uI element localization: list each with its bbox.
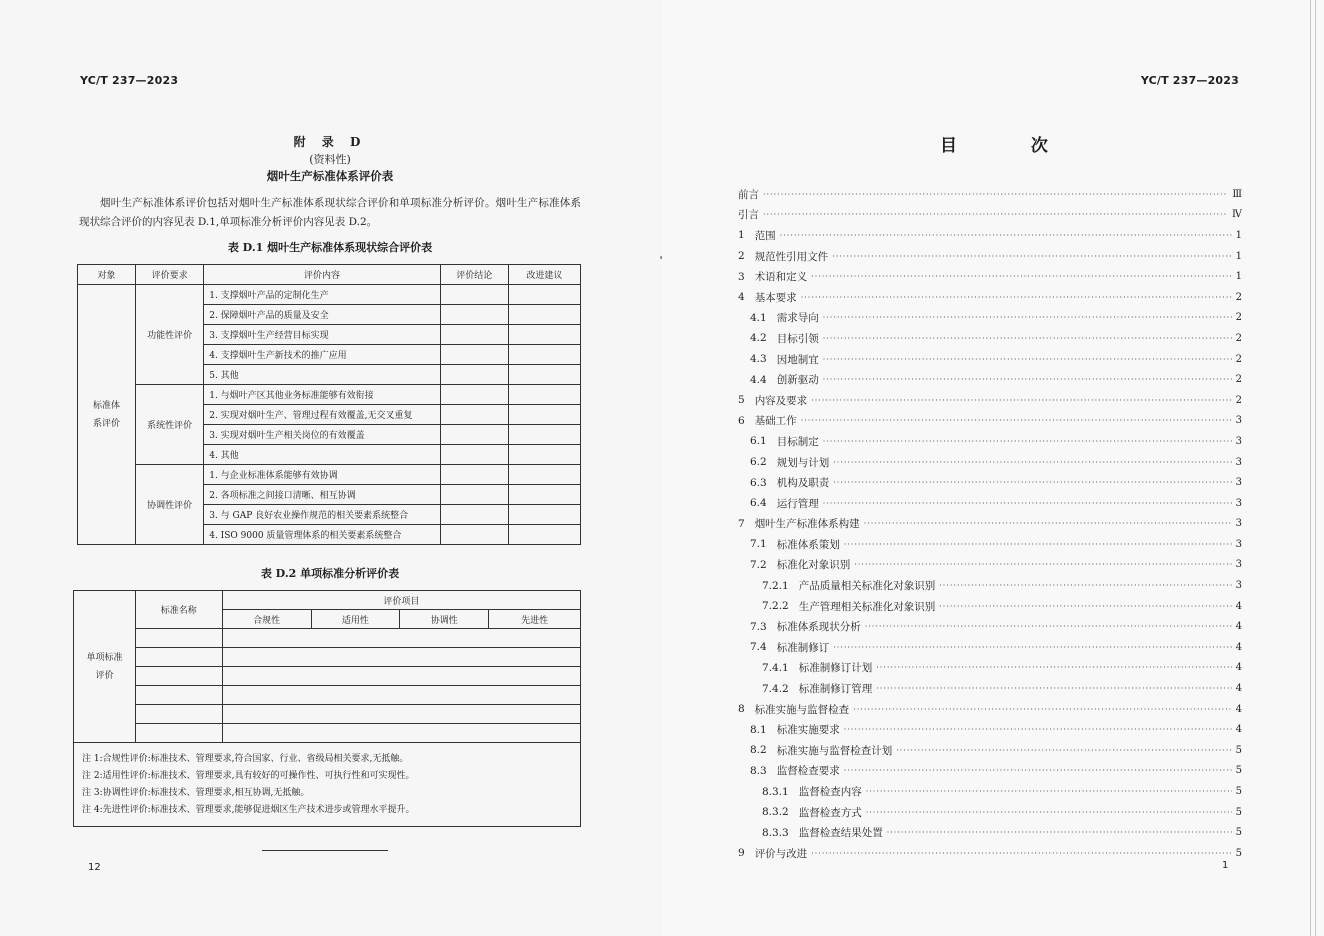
- toc-entry-page: 4: [1235, 662, 1242, 674]
- toc-entry-label: 标准实施要求: [776, 724, 840, 737]
- table-d1-conclusion-cell[interactable]: [440, 405, 508, 425]
- toc-leader-dots: [865, 622, 1232, 631]
- toc-leader-dots: [823, 437, 1232, 446]
- table-d2: [73, 590, 581, 827]
- table-notes-row: [74, 743, 581, 827]
- toc-entry-number: 6.3: [750, 476, 767, 489]
- table-d2-header-name: 标准名称: [135, 591, 222, 629]
- table-d1-suggestion-cell[interactable]: [508, 505, 580, 525]
- toc-entry[interactable]: [738, 411, 1242, 432]
- toc-entry[interactable]: [738, 205, 1242, 226]
- toc-entry[interactable]: [738, 802, 1242, 823]
- toc-entry[interactable]: [738, 555, 1242, 576]
- toc-entry-number: 7.4.2: [762, 682, 789, 695]
- table-d1-content-cell: 2. 各项标准之间接口清晰、相互协调: [204, 485, 440, 505]
- toc-entry-label: 需求导向: [776, 312, 819, 325]
- toc-title: 目 次: [940, 136, 1082, 156]
- toc-entry-number: 8: [738, 703, 745, 716]
- table-d1-content-cell: 4. ISO 9000 质量管理体系的相关要素系统整合: [204, 525, 440, 545]
- table-d1-header-row: [78, 265, 581, 285]
- toc-entry-label: 目标制定: [776, 435, 819, 448]
- toc-entry[interactable]: [738, 328, 1242, 349]
- toc-leader-dots: [823, 355, 1232, 364]
- note-3: 注 3:协调性评价:标准技术、管理要求,相互协调,无抵触。: [82, 787, 310, 798]
- table-d2-eval-cell[interactable]: [222, 648, 580, 667]
- toc-leader-dots: [823, 313, 1232, 322]
- toc-entry-page: 3: [1235, 580, 1242, 592]
- table-d2-header-compliance: 合规性: [222, 610, 311, 629]
- toc-entry-number: 4.2: [750, 332, 767, 345]
- toc-entry[interactable]: [738, 349, 1242, 370]
- toc-leader-dots: [832, 252, 1231, 261]
- toc-entry-label: 产品质量相关标准化对象识别: [798, 580, 936, 593]
- note-4: 注 4:先进性评价:标准技术、管理要求,能够促进烟区生产技术进步或管理水平提升。: [82, 804, 415, 815]
- toc-entry-label: 运行管理: [776, 497, 819, 510]
- table-d1-header-object: 对象: [78, 265, 136, 285]
- toc-entry[interactable]: [738, 678, 1242, 699]
- table-d1-content-cell: 2. 实现对烟叶生产、管理过程有效覆盖,无交叉重复: [204, 405, 440, 425]
- table-d2-eval-cell[interactable]: [222, 629, 580, 648]
- toc-entry-number: 6: [738, 414, 745, 427]
- toc-entry-label: 标准实施与监督检查: [754, 703, 850, 716]
- toc-leader-dots: [763, 190, 1228, 199]
- table-d1-conclusion-cell[interactable]: [440, 485, 508, 505]
- table-d2-header-coordination: 协调性: [400, 610, 489, 629]
- table-d1-suggestion-cell[interactable]: [508, 385, 580, 405]
- toc-entry-page: 5: [1235, 827, 1242, 839]
- page-edge-mark: [1310, 0, 1316, 936]
- table-d1-content-cell: 5. 其他: [204, 365, 440, 385]
- appendix-title: 附 录 D: [293, 135, 367, 149]
- table-d2-name-cell[interactable]: [135, 648, 222, 667]
- toc-entry[interactable]: [738, 740, 1242, 761]
- toc-entry[interactable]: [738, 493, 1242, 514]
- table-d1-content-cell: 3. 支撑烟叶生产经营目标实现: [204, 325, 440, 345]
- toc-entry[interactable]: [738, 658, 1242, 679]
- toc-entry-label: 标准体系策划: [776, 538, 840, 551]
- table-d1-suggestion-cell[interactable]: [508, 365, 580, 385]
- table-row: [74, 686, 581, 705]
- toc-entry[interactable]: [738, 534, 1242, 555]
- toc-entry-page: 5: [1235, 765, 1242, 777]
- table-d1-header-content: 评价内容: [204, 265, 440, 285]
- toc-entry-page: 4: [1235, 683, 1242, 695]
- table-row: [74, 648, 581, 667]
- table-d1-suggestion-cell[interactable]: [508, 525, 580, 545]
- toc-entry[interactable]: [738, 781, 1242, 802]
- toc-entry-number: 7.3: [750, 620, 767, 633]
- toc-entry[interactable]: [738, 514, 1242, 535]
- toc-entry-label: 基础工作: [754, 415, 797, 428]
- table-d2-header-advancement: 先进性: [489, 610, 581, 629]
- toc-entry-number: 8.3.1: [762, 785, 789, 798]
- table-d1-conclusion-cell[interactable]: [440, 325, 508, 345]
- table-d1-suggestion-cell[interactable]: [508, 465, 580, 485]
- toc-entry-page: 4: [1235, 621, 1242, 633]
- toc-entry-page: 3: [1235, 456, 1242, 468]
- toc-entry-label: 基本要求: [754, 291, 797, 304]
- table-d1-content-cell: 1. 与企业标准体系能够有效协调: [204, 465, 440, 485]
- toc-entry-label: 因地制宜: [776, 353, 819, 366]
- table-row: [78, 285, 581, 305]
- table-row: [74, 724, 581, 743]
- table-d1-caption: 表 D.1 烟叶生产标准体系现状综合评价表: [227, 241, 433, 254]
- toc-entry[interactable]: [738, 452, 1242, 473]
- table-d1-content-cell: 4. 支撑烟叶生产新技术的推广应用: [204, 345, 440, 365]
- toc-entry-label: 标准化对象识别: [776, 559, 851, 572]
- toc-entry-page: 3: [1235, 435, 1242, 447]
- toc-entry[interactable]: [738, 266, 1242, 287]
- toc-entry-number: 8.3: [750, 764, 767, 777]
- toc-leader-dots: [844, 540, 1232, 549]
- table-d2-header-items: 评价项目: [222, 591, 580, 610]
- toc-entry-page: Ⅳ: [1232, 209, 1242, 221]
- table-d2-object-cell: 单项标准评价: [74, 591, 136, 743]
- toc-entry[interactable]: [738, 843, 1242, 864]
- toc-entry-label: 规划与计划: [776, 456, 830, 469]
- table-d1-header-requirement: 评价要求: [136, 265, 204, 285]
- toc-entry-page: 4: [1235, 703, 1242, 715]
- left-page-number: 12: [88, 862, 101, 873]
- toc-entry-number: 7.1: [750, 538, 767, 551]
- table-d2-eval-cell[interactable]: [222, 724, 580, 743]
- table-d2-eval-cell[interactable]: [222, 686, 580, 705]
- table-d1-suggestion-cell[interactable]: [508, 485, 580, 505]
- toc-entry-number: 6.2: [750, 456, 767, 469]
- table-d1-suggestion-cell[interactable]: [508, 305, 580, 325]
- appendix-intro: 烟叶生产标准体系评价包括对烟叶生产标准体系现状综合评价和单项标准分析评价。烟叶生产标准体系现状综合评价的内容见表 D.1,单项标准分析评价内容见表 D.2。: [79, 197, 581, 228]
- toc-entry[interactable]: [738, 431, 1242, 452]
- table-d1-content-cell: 3. 实现对烟叶生产相关岗位的有效覆盖: [204, 425, 440, 445]
- toc-entry[interactable]: [738, 719, 1242, 740]
- toc-entry-number: 2: [738, 250, 745, 263]
- toc-entry-label: 标准实施与监督检查计划: [776, 744, 893, 757]
- table-d2-header-applicability: 适用性: [311, 610, 400, 629]
- table-d2-eval-cell[interactable]: [222, 667, 580, 686]
- toc-leader-dots: [780, 231, 1232, 240]
- toc-leader-dots: [876, 663, 1231, 672]
- toc-entry-label: 内容及要求: [754, 394, 808, 407]
- table-d1-conclusion-cell[interactable]: [440, 445, 508, 465]
- toc-entry-page: 3: [1235, 415, 1242, 427]
- toc-entry-label: 规范性引用文件: [754, 250, 829, 263]
- toc-leader-dots: [801, 293, 1232, 302]
- table-d1-content-cell: 1. 支撑烟叶产品的定制化生产: [204, 285, 440, 305]
- left-header-standard-code: YC/T 237—2023: [80, 74, 179, 87]
- toc-entry-number: 8.1: [750, 723, 767, 736]
- toc-entry-number: 7.2.1: [762, 579, 789, 592]
- table-d1-suggestion-cell[interactable]: [508, 345, 580, 365]
- toc-entry-page: 3: [1235, 477, 1242, 489]
- toc-entry-number: 7: [738, 517, 745, 530]
- toc-entry-label: 前言: [738, 188, 759, 201]
- toc-leader-dots: [896, 746, 1231, 755]
- toc-leader-dots: [811, 396, 1231, 405]
- toc-entry[interactable]: [738, 575, 1242, 596]
- toc-entry-number: 8.2: [750, 744, 767, 757]
- toc-entry-page: 3: [1235, 538, 1242, 550]
- toc-leader-dots: [853, 705, 1231, 714]
- toc-leader-dots: [876, 684, 1231, 693]
- toc-entry-label: 目标引领: [776, 332, 819, 345]
- toc-leader-dots: [833, 643, 1231, 652]
- toc-entry-page: 3: [1235, 559, 1242, 571]
- toc-entry-number: 7.2: [750, 558, 767, 571]
- table-row: [74, 591, 581, 610]
- toc-entry-label: 标准制修订计划: [798, 662, 873, 675]
- note-1: 注 1:合规性评价:标准技术、管理要求,符合国家、行业、省级局相关要求,无抵触。: [82, 753, 409, 764]
- toc-entry-number: 3: [738, 270, 745, 283]
- toc-entry-label: 标准制修订: [776, 641, 830, 654]
- toc-leader-dots: [833, 478, 1231, 487]
- toc-entry-label: 监督检查内容: [798, 786, 862, 799]
- table-d1-requirement-cell: 功能性评价: [136, 285, 204, 385]
- toc-entry-page: 3: [1235, 497, 1242, 509]
- toc-leader-dots: [823, 499, 1232, 508]
- table-d1-conclusion-cell[interactable]: [440, 345, 508, 365]
- toc-entry-number: 8.3.3: [762, 826, 789, 839]
- table-d2-name-cell[interactable]: [135, 667, 222, 686]
- toc-entry-page: 4: [1235, 724, 1242, 736]
- table-d1-content-cell: 4. 其他: [204, 445, 440, 465]
- table-d1-conclusion-cell[interactable]: [440, 365, 508, 385]
- toc-entry-number: 6.1: [750, 435, 767, 448]
- table-d1-conclusion-cell[interactable]: [440, 525, 508, 545]
- toc-entry[interactable]: [738, 616, 1242, 637]
- toc-entry-label: 引言: [738, 209, 759, 222]
- table-d1-conclusion-cell[interactable]: [440, 425, 508, 445]
- table-d1-header-conclusion: 评价结论: [440, 265, 508, 285]
- appendix-subtitle: (资料性): [309, 153, 351, 166]
- toc-entry[interactable]: [738, 225, 1242, 246]
- toc-entry-page: 1: [1235, 271, 1242, 283]
- toc-entry-number: 4.1: [750, 311, 767, 324]
- table-d2-notes: [74, 743, 581, 827]
- table-d1-conclusion-cell[interactable]: [440, 465, 508, 485]
- toc-leader-dots: [823, 334, 1232, 343]
- toc-entry-label: 术语和定义: [754, 271, 808, 284]
- toc-entry-page: 5: [1235, 744, 1242, 756]
- toc-entry-page: 2: [1235, 312, 1242, 324]
- toc-entry-page: 2: [1235, 332, 1242, 344]
- toc-entry-page: 1: [1235, 229, 1242, 241]
- toc-entry-number: 5: [738, 394, 745, 407]
- table-d1-requirement-cell: 系统性评价: [136, 385, 204, 465]
- table-d1-content-cell: 3. 与 GAP 良好农业操作规范的相关要素系统整合: [204, 505, 440, 525]
- toc-entry-page: 4: [1235, 641, 1242, 653]
- toc-entry-page: 5: [1235, 847, 1242, 859]
- toc-leader-dots: [801, 416, 1232, 425]
- end-rule: [262, 850, 388, 851]
- toc-entry[interactable]: [738, 637, 1242, 658]
- toc-entry[interactable]: [738, 761, 1242, 782]
- table-of-contents: [738, 184, 1242, 864]
- toc-entry-page: Ⅲ: [1232, 188, 1242, 200]
- toc-entry-label: 创新驱动: [776, 374, 819, 387]
- toc-entry-number: 8.3.2: [762, 806, 789, 819]
- toc-entry-label: 烟叶生产标准体系构建: [754, 518, 860, 531]
- toc-leader-dots: [763, 210, 1228, 219]
- toc-leader-dots: [939, 602, 1231, 611]
- toc-entry-page: 3: [1235, 518, 1242, 530]
- toc-leader-dots: [864, 519, 1232, 528]
- toc-entry-number: 7.2.2: [762, 600, 789, 613]
- toc-entry-label: 范围: [754, 229, 776, 242]
- toc-entry-label: 监督检查方式: [798, 806, 862, 819]
- toc-entry[interactable]: [738, 246, 1242, 267]
- toc-entry-number: 4.3: [750, 353, 767, 366]
- table-d1-conclusion-cell[interactable]: [440, 505, 508, 525]
- toc-entry-number: 4.4: [750, 373, 767, 386]
- toc-leader-dots: [811, 272, 1231, 281]
- toc-entry[interactable]: [738, 287, 1242, 308]
- toc-leader-dots: [939, 581, 1231, 590]
- toc-entry-label: 标准体系现状分析: [776, 621, 861, 634]
- table-d1-requirement-cell: 协调性评价: [136, 465, 204, 545]
- table-row: [78, 465, 581, 485]
- table-d1-conclusion-cell[interactable]: [440, 385, 508, 405]
- toc-entry-number: 7.4: [750, 641, 767, 654]
- toc-entry-number: 7.4.1: [762, 661, 789, 674]
- table-d1-suggestion-cell[interactable]: [508, 325, 580, 345]
- toc-entry-page: 2: [1235, 353, 1242, 365]
- toc-entry-page: 4: [1235, 600, 1242, 612]
- toc-entry-label: 生产管理相关标准化对象识别: [798, 600, 936, 613]
- toc-leader-dots: [866, 808, 1232, 817]
- table-d2-name-cell[interactable]: [135, 686, 222, 705]
- toc-entry-label: 标准制修订管理: [798, 683, 873, 696]
- toc-entry[interactable]: [738, 369, 1242, 390]
- table-d2-name-cell[interactable]: [135, 629, 222, 648]
- table-d1-content-cell: 2. 保障烟叶产品的质量及安全: [204, 305, 440, 325]
- toc-entry[interactable]: [738, 472, 1242, 493]
- toc-entry-number: 4: [738, 291, 745, 304]
- toc-entry-page: 5: [1235, 806, 1242, 818]
- table-d2-name-cell[interactable]: [135, 705, 222, 724]
- toc-entry-page: 2: [1235, 291, 1242, 303]
- toc-entry-number: 6.4: [750, 497, 767, 510]
- toc-entry-number: 1: [738, 229, 745, 242]
- toc-entry-label: 机构及职责: [776, 477, 830, 490]
- table-d1-suggestion-cell[interactable]: [508, 425, 580, 445]
- table-d1-conclusion-cell[interactable]: [440, 305, 508, 325]
- table-row: [74, 629, 581, 648]
- toc-leader-dots: [833, 458, 1231, 467]
- right-page-number: 1: [1222, 860, 1229, 871]
- table-d1-conclusion-cell[interactable]: [440, 285, 508, 305]
- table-row: [74, 705, 581, 724]
- toc-leader-dots: [844, 766, 1232, 775]
- toc-entry-label: 监督检查要求: [776, 765, 840, 778]
- table-d2-name-cell[interactable]: [135, 724, 222, 743]
- toc-entry[interactable]: [738, 596, 1242, 617]
- toc-entry[interactable]: [738, 699, 1242, 720]
- toc-entry[interactable]: [738, 390, 1242, 411]
- toc-leader-dots: [811, 849, 1231, 858]
- appendix-name: 烟叶生产标准体系评价表: [266, 169, 394, 183]
- table-d2-eval-cell[interactable]: [222, 705, 580, 724]
- toc-leader-dots: [887, 828, 1232, 837]
- toc-leader-dots: [854, 560, 1231, 569]
- note-2: 注 2:适用性评价:标准技术、管理要求,具有较好的可操作性、可执行性和可实现性。: [82, 770, 415, 781]
- table-d2-caption: 表 D.2 单项标准分析评价表: [260, 567, 400, 580]
- toc-entry-label: 评价与改进: [754, 847, 808, 860]
- toc-leader-dots: [844, 725, 1232, 734]
- toc-entry[interactable]: [738, 308, 1242, 329]
- toc-entry-page: 5: [1235, 786, 1242, 798]
- table-d1: [77, 264, 581, 545]
- table-d1-suggestion-cell[interactable]: [508, 285, 580, 305]
- toc-entry[interactable]: [738, 822, 1242, 843]
- toc-leader-dots: [823, 375, 1232, 384]
- table-row: [74, 667, 581, 686]
- toc-entry-page: 2: [1235, 374, 1242, 386]
- toc-entry-label: 监督检查结果处置: [798, 827, 883, 840]
- table-d1-suggestion-cell[interactable]: [508, 405, 580, 425]
- table-d1-suggestion-cell[interactable]: [508, 445, 580, 465]
- table-d1-header-suggestion: 改进建议: [508, 265, 580, 285]
- toc-leader-dots: [866, 787, 1232, 796]
- toc-entry-page: 1: [1235, 250, 1242, 262]
- table-d1-object-cell: 标准体系评价: [78, 285, 136, 545]
- toc-entry[interactable]: [738, 184, 1242, 205]
- toc-entry-number: 9: [738, 847, 745, 860]
- table-d1-content-cell: 1. 与烟叶产区其他业务标准能够有效衔接: [204, 385, 440, 405]
- table-row: [78, 385, 581, 405]
- toc-entry-page: 2: [1235, 394, 1242, 406]
- right-header-standard-code: YC/T 237—2023: [1140, 74, 1239, 87]
